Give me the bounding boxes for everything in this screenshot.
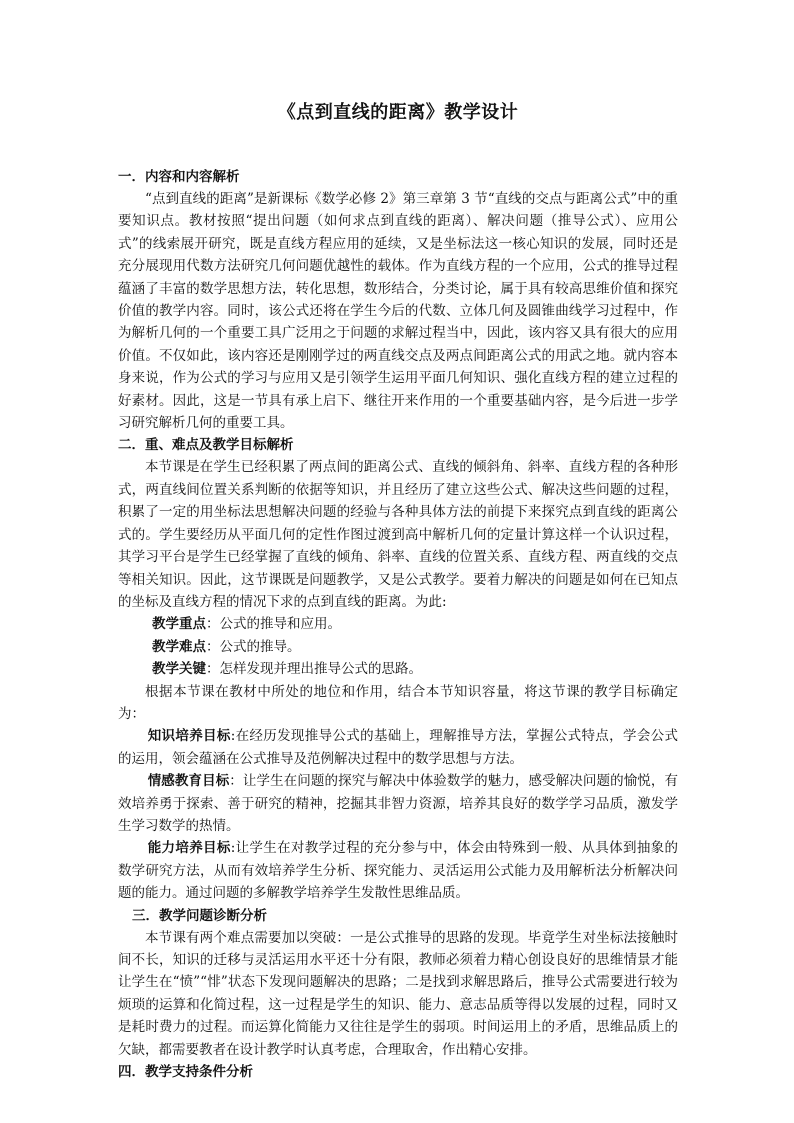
goal-emotion-value: ：让学生在问题的探究与解决中体验数学的魅力，感受解决问题的愉悦，有效培养勇于探索、善于研究的精神，挖掘其非智力资源，培养其良好的数学学习品质，激发学生学习数学的热情。 xyxy=(118,773,679,834)
crux-point-value: ：怎样发现并理出推导公式的思路。 xyxy=(206,661,422,678)
section-1-paragraph: “点到直线的距离”是新课标《数学必修 2》第三章第 3 节“直线的交点与距离公式”中的重要知识点。教材按照“提出问题（如何求点到直线的距离）、解决问题（推导公式）、应用公式”的线索展开研究，既是直线方程应用的延续，又是坐标法这一核心知识的发展，同时还是充分展现用代数方法研究几何问题优越性的载体。作为直线方程的一个应用，公式的推导过程蕴涵了丰富的数学思想方法，转化思想，数形结合，分类讨论，属于具有较高思维价值和探究价值的教学内容。同时，该公式还将在学生今后的代数、立体几何及圆锥曲线学习过程中，作为解析几何的一个重要工具广泛用之于问题的求解过程当中，因此，该内容又具有很大的应用价值。不仅如此，该内容还是刚刚学过的两直线交点及两点间距离公式的用武之地。就内容本身来说，作为公式的学习与应用又是引领学生运用平面几何知识、强化直线方程的建立过程的好素材。因此，这是一节具有承上启下、继往开来作用的一个重要基础内容，是今后进一步学习研究解析几何的重要工具。 xyxy=(118,191,678,432)
key-point-value: ：公式的推导和应用。 xyxy=(206,616,341,633)
goal-knowledge xyxy=(118,725,678,770)
section-heading-1: 一．内容和内容解析 xyxy=(118,169,240,185)
section-heading-3: 三．教学问题诊断分析 xyxy=(132,907,267,924)
goal-ability-label: 能力培养目标 xyxy=(147,840,231,857)
section-2-paragraph: 本节课是在学生已经积累了两点间的距离公式、直线的倾斜角、斜率、直线方程的各种形式，两直线间位置关系判断的依据等知识，并且经历了建立这些公式、解决这些问题的过程，积累了一定的用坐标法思想解决问题的经验与各种具体方法的前提下来探究点到直线的距离公式的。学生要经历从平面几何的定性作图过渡到高中解析几何的定量计算这样一个认识过程，其学习平台是学生已经掌握了直线的倾角、斜率、直线的位置关系、直线方程、两直线的交点等相关知识。因此，这节课既是问题教学，又是公式教学。要着力解决的问题是如何在已知点的坐标及直线方程的情况下求的点到直线的距离。为此: xyxy=(118,459,678,610)
section-3-paragraph: 本节课有两个难点需要加以突破：一是公式推导的思路的发现。毕竟学生对坐标法接触时间不长，知识的迁移与灵活运用水平还十分有限，教师必须着力精心创设良好的思维情景才能让学生在“愤”“悱”状态下发现问题解决的思路；二是找到求解思路后，推导公式需要进行较为烦琐的运算和化简过程，这一过程是学生的知识、能力、意志品质等得以发展的过程，同时又是耗时费力的过程。而运算化简能力又往往是学生的弱项。时间运用上的矛盾，思维品质上的欠缺，都需要教者在设计教学时认真考虑，合理取舍，作出精心安排。 xyxy=(118,929,678,1058)
goal-ability xyxy=(118,837,678,904)
goal-emotion-label: 情感教育目标 xyxy=(147,773,230,790)
key-point-label: 教学重点 xyxy=(152,616,206,633)
goal-ability-value: :让学生在对教学过程的充分参与中，体会由特殊到一般、从具体到抽象的数学研究方法，从而有效培养学生分析、探究能力、灵活运用公式能力及用解析法分析解决问题的能力。通过问题的多解教学培养学生发散性思维品质。 xyxy=(118,840,678,902)
goals-intro: 根据本节课在教材中所处的地位和作用，结合本节知识容量，将这节课的教学目标确定为： xyxy=(118,683,678,722)
section-heading-4: 四．教学支持条件分析 xyxy=(118,1064,253,1081)
goal-knowledge-value: :在经历发现推导公式的基础上，理解推导方法，掌握公式特点，学会公式的运用，领会蕴涵在公式推导及范例解决过程中的数学思想与方法。 xyxy=(118,728,678,767)
crux-point-label: 教学关键 xyxy=(152,661,206,678)
difficult-point-line xyxy=(118,636,678,658)
goal-emotion xyxy=(118,770,678,837)
difficult-point-value: ：公式的推导。 xyxy=(206,638,301,655)
section-heading-2: 二．重、难点及教学目标解析 xyxy=(118,437,294,454)
key-point-line xyxy=(118,613,678,635)
crux-point-line xyxy=(118,658,678,680)
goal-knowledge-label: 知识培养目标 xyxy=(147,728,231,745)
difficult-point-label: 教学难点 xyxy=(152,638,206,655)
document-page xyxy=(118,100,678,1083)
page-title: 《点到直线的距离》教学设计 xyxy=(277,102,519,123)
